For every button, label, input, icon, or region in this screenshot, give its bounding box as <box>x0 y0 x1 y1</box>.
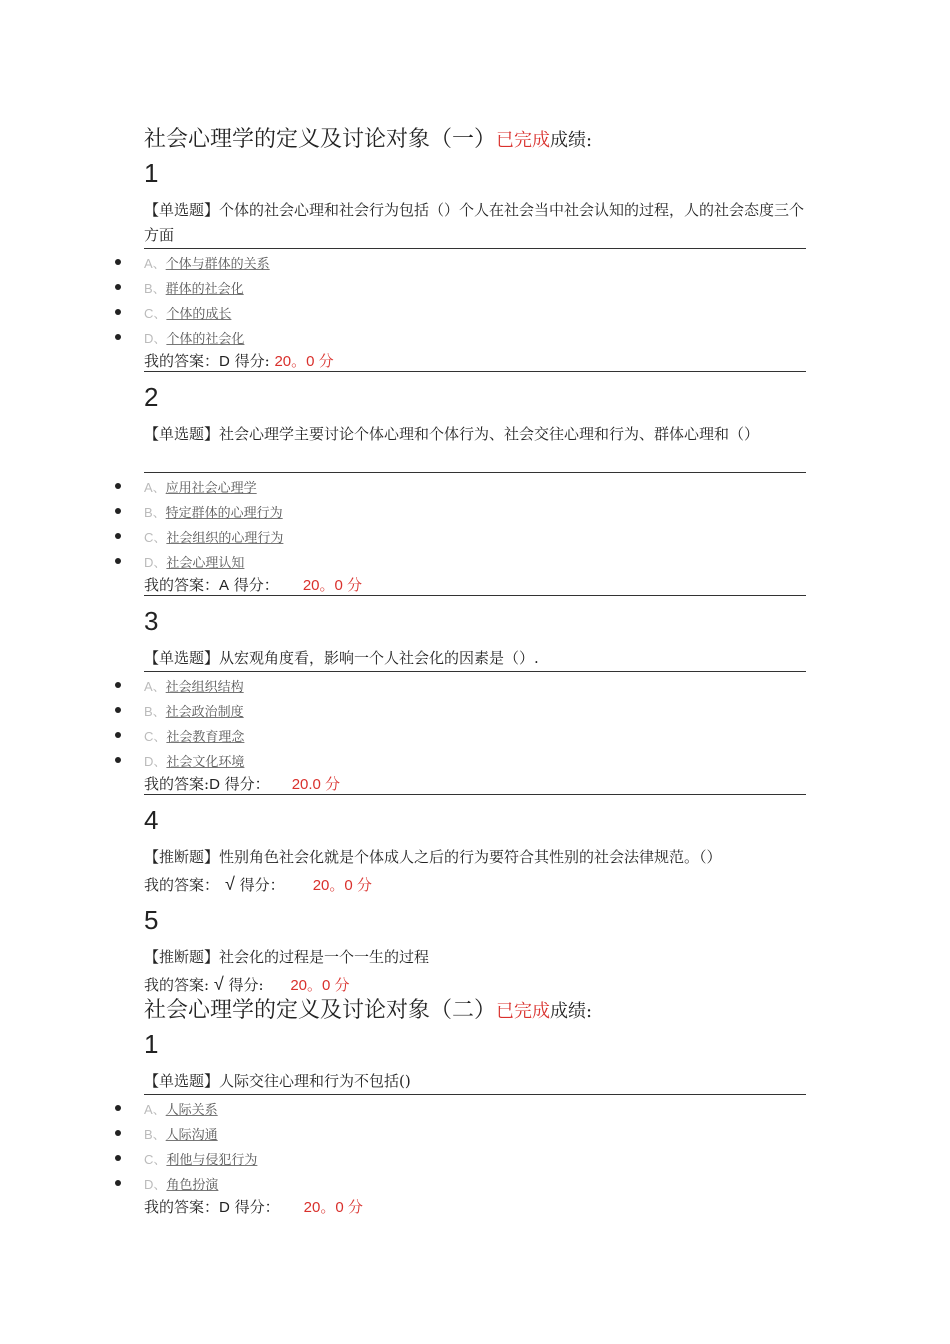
bullet <box>115 558 121 564</box>
my-answer: 我的答案： √ 得分： 20。0 分 <box>144 874 372 894</box>
status-badge: 已完成 <box>496 1001 551 1022</box>
option-d[interactable]: D、社会心理认知 <box>144 555 245 571</box>
question-number: 1 <box>144 158 159 188</box>
divider <box>144 595 806 596</box>
score: 20。0 分 <box>303 1199 363 1216</box>
bullet <box>115 732 121 738</box>
divider <box>144 1094 806 1095</box>
bullet <box>115 483 121 489</box>
question-text: 【单选题】社会心理学主要讨论个体心理和个体行为、社会交往心理和行为、群体心理和（） <box>144 425 760 443</box>
question-number: 4 <box>144 805 159 835</box>
question-text: 【单选题】人际交往心理和行为不包括() <box>144 1072 411 1090</box>
bullet <box>115 334 121 340</box>
option-c[interactable]: C、个体的成长 <box>144 306 232 322</box>
bullet <box>115 1155 121 1161</box>
question-text: 【推断题】社会化的过程是一个一生的过程 <box>144 948 430 966</box>
status-badge: 已完成 <box>496 130 551 151</box>
question-text: 【单选题】个体的社会心理和社会行为包括（）个人在社会当中社会认知的过程，人的社会态度三个方面 <box>144 201 805 244</box>
score: 20.0 分 <box>291 776 341 793</box>
question-number: 5 <box>144 905 159 935</box>
divider <box>144 248 806 249</box>
bullet <box>115 508 121 514</box>
question-number: 1 <box>144 1029 159 1059</box>
my-answer: 我的答案: √ 得分: 20。0 分 <box>144 974 350 994</box>
option-a[interactable]: A、应用社会心理学 <box>144 480 257 496</box>
my-answer: 我的答案：D 得分： 20。0 分 <box>144 1198 363 1216</box>
option-a[interactable]: A、社会组织结构 <box>144 679 244 695</box>
divider <box>144 371 806 372</box>
option-d[interactable]: D、角色扮演 <box>144 1177 219 1193</box>
bullet <box>115 284 121 290</box>
score: 20。0 分 <box>302 577 363 594</box>
bullet <box>115 707 121 713</box>
option-a[interactable]: A、个体与群体的关系 <box>144 256 270 272</box>
question-number: 3 <box>144 606 159 636</box>
divider <box>144 671 806 672</box>
option-c[interactable]: C、利他与侵犯行为 <box>144 1152 258 1168</box>
bullet <box>115 1180 121 1186</box>
my-answer: 我的答案:D 得分： 20.0 分 <box>144 775 341 793</box>
question-text: 【推断题】性别角色社会化就是个体成人之后的行为要符合其性别的社会法律规范。（） <box>144 848 722 866</box>
bullet <box>115 309 121 315</box>
option-b[interactable]: B、特定群体的心理行为 <box>144 505 283 521</box>
question-text: 【单选题】从宏观角度看，影响一个人社会化的因素是（）. <box>144 649 539 667</box>
option-a[interactable]: A、人际关系 <box>144 1102 218 1118</box>
option-b[interactable]: B、社会政治制度 <box>144 704 244 720</box>
bullet <box>115 259 121 265</box>
option-b[interactable]: B、人际沟通 <box>144 1127 218 1143</box>
option-c[interactable]: C、社会组织的心理行为 <box>144 530 284 546</box>
divider <box>144 794 806 795</box>
bullet <box>115 1105 121 1111</box>
question-number: 2 <box>144 382 159 412</box>
option-c[interactable]: C、社会教育理念 <box>144 729 245 745</box>
section-title: 社会心理学的定义及讨论对象（二）已完成成绩: <box>144 998 593 1023</box>
divider <box>144 472 806 473</box>
bullet <box>115 533 121 539</box>
score: 20。0 分 <box>274 353 334 370</box>
my-answer: 我的答案：A 得分： 20。0 分 <box>144 576 363 594</box>
option-d[interactable]: D、个体的社会化 <box>144 331 245 347</box>
bullet <box>115 1130 121 1136</box>
option-d[interactable]: D、社会文化环境 <box>144 754 245 770</box>
score: 20。0 分 <box>312 877 372 894</box>
section-title: 社会心理学的定义及讨论对象（一）已完成成绩: <box>144 127 593 152</box>
bullet <box>115 682 121 688</box>
my-answer: 我的答案：D 得分: 20。0 分 <box>144 352 334 370</box>
bullet <box>115 757 121 763</box>
score: 20。0 分 <box>290 977 350 994</box>
option-b[interactable]: B、群体的社会化 <box>144 281 244 297</box>
